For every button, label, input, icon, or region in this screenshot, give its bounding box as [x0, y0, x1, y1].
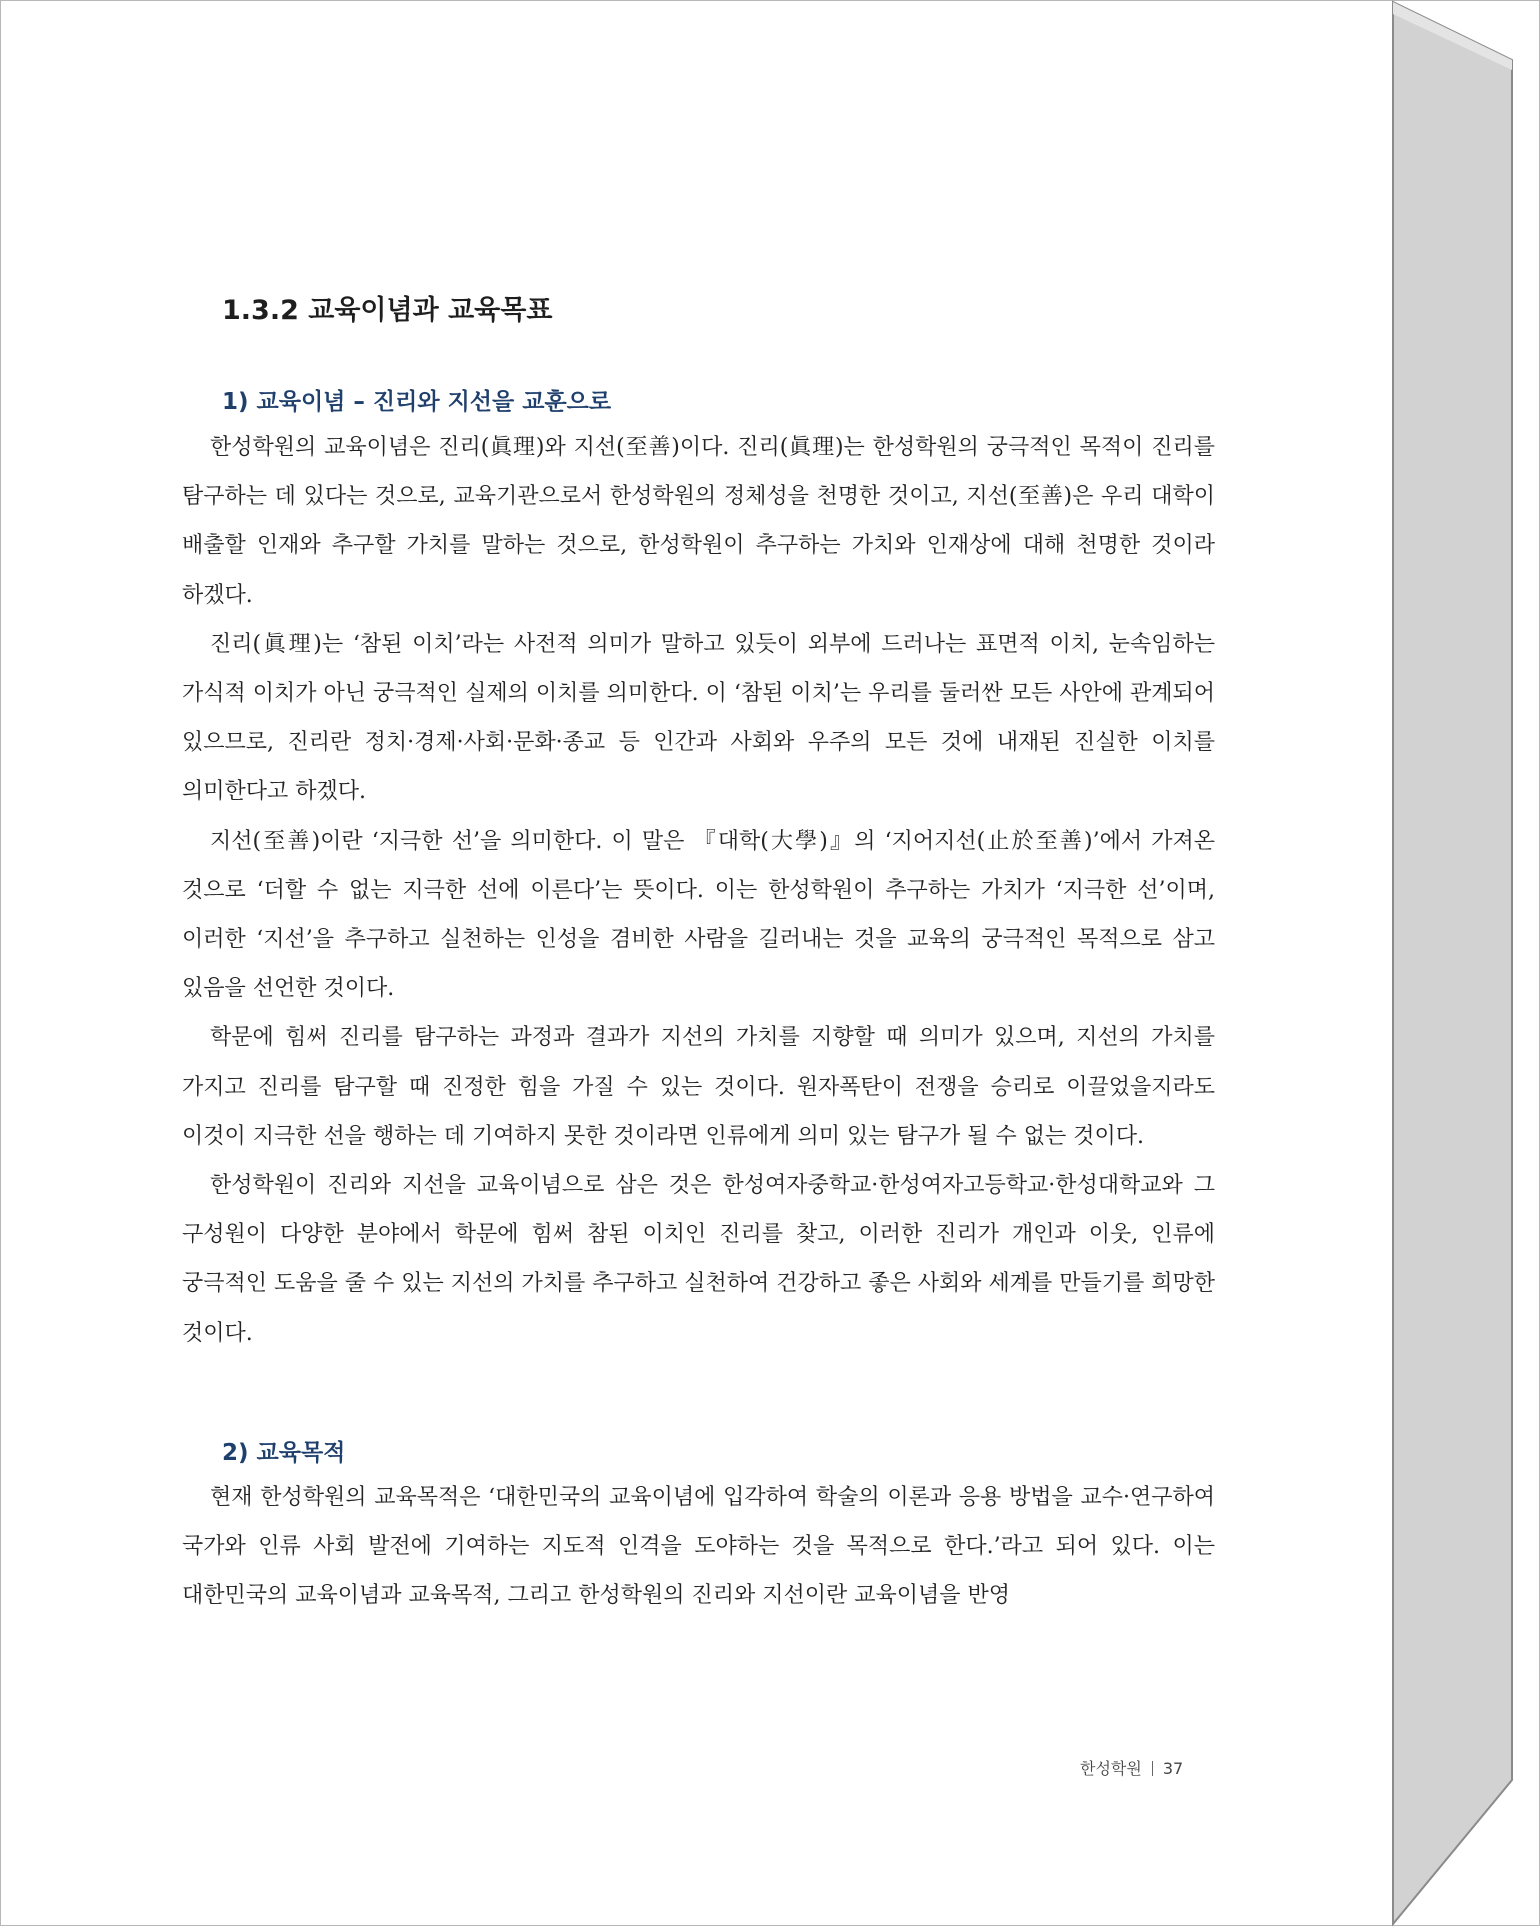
paragraph: 현재 한성학원의 교육목적은 ‘대한민국의 교육이념에 입각하여 학술의 이론과 응용 방법을 교수·연구하여 국가와 인류 사회 발전에 기여하는 지도적 인격을 도야하는 것을 목적으로 한다.’라고 되어 있다. 이는 대한민국의 교육이념과 교육목적, 그리고 한성학원의 진리와 지선이란 교육이념을 반영	[182, 1485, 1215, 1609]
subsection-title-education-purpose: 2) 교육목적	[222, 1440, 346, 1466]
paragraph: 한성학원의 교육이념은 진리(眞理)와 지선(至善)이다. 진리(眞理)는 한성학원의 궁극적인 목적이 진리를 탐구하는 데 있다는 것으로, 교육기관으로서 한성학원의 정체성을 천명한 것이고, 지선(至善)은 우리 대학이 배출할 인재와 추구할 가치를 말하는 것으로, 한성학원이 추구하는 가치와 인재상에 대해 천명한 것이라 하겠다.	[182, 435, 1215, 608]
education-philosophy-body	[182, 423, 1215, 1358]
education-purpose-body	[182, 1473, 1215, 1621]
paragraph: 학문에 힘써 진리를 탐구하는 과정과 결과가 지선의 가치를 지향할 때 의미가 있으며, 지선의 가치를 가지고 진리를 탐구할 때 진정한 힘을 가질 수 있는 것이다. 원자폭탄이 전쟁을 승리로 이끌었을지라도 이것이 지극한 선을 행하는 데 기여하지 못한 것이라면 인류에게 의미 있는 탐구가 될 수 없는 것이다.	[182, 1025, 1215, 1149]
section-title: 1.3.2 교육이념과 교육목표	[222, 295, 553, 326]
paragraph: 진리(眞理)는 ‘참된 이치’라는 사전적 의미가 말하고 있듯이 외부에 드러나는 표면적 이치, 눈속임하는 가식적 이치가 아닌 궁극적인 실제의 이치를 의미한다. 이 ‘참된 이치’는 우리를 둘러싼 모든 사안에 관계되어 있으므로, 진리란 정치·경제·사회·문화·종교 등 인간과 사회와 우주의 모든 것에 내재된 진실한 이치를 의미한다고 하겠다.	[182, 631, 1215, 805]
paragraph: 한성학원이 진리와 지선을 교육이념으로 삼은 것은 한성여자중학교·한성여자고등학교·한성대학교와 그 구성원이 다양한 분야에서 학문에 힘써 참된 이치인 진리를 찾고, 이러한 진리가 개인과 이웃, 인류에 궁극적인 도움을 줄 수 있는 지선의 가치를 추구하고 실천하여 건강하고 좋은 사회와 세계를 만들기를 희망한 것이다.	[182, 1173, 1215, 1346]
page-number: 37	[1162, 1759, 1184, 1778]
subsection-title-education-philosophy: 1) 교육이념 – 진리와 지선을 교훈으로	[222, 389, 612, 415]
footer-divider	[1152, 1761, 1153, 1776]
paragraph: 지선(至善)이란 ‘지극한 선’을 의미한다. 이 말은 『대학(大學)』의 ‘지어지선(止於至善)’에서 가져온 것으로 ‘더할 수 없는 지극한 선에 이른다’는 뜻이다. 이는 한성학원이 추구하는 가치가 ‘지극한 선’이며, 이러한 ‘지선’을 추구하고 실천하는 인성을 겸비한 사람을 길러내는 것을 교육의 궁극적인 목적으로 삼고 있음을 선언한 것이다.	[182, 828, 1215, 1002]
page-footer	[1080, 1756, 1183, 1779]
footer-publisher: 한성학원	[1080, 1759, 1142, 1778]
